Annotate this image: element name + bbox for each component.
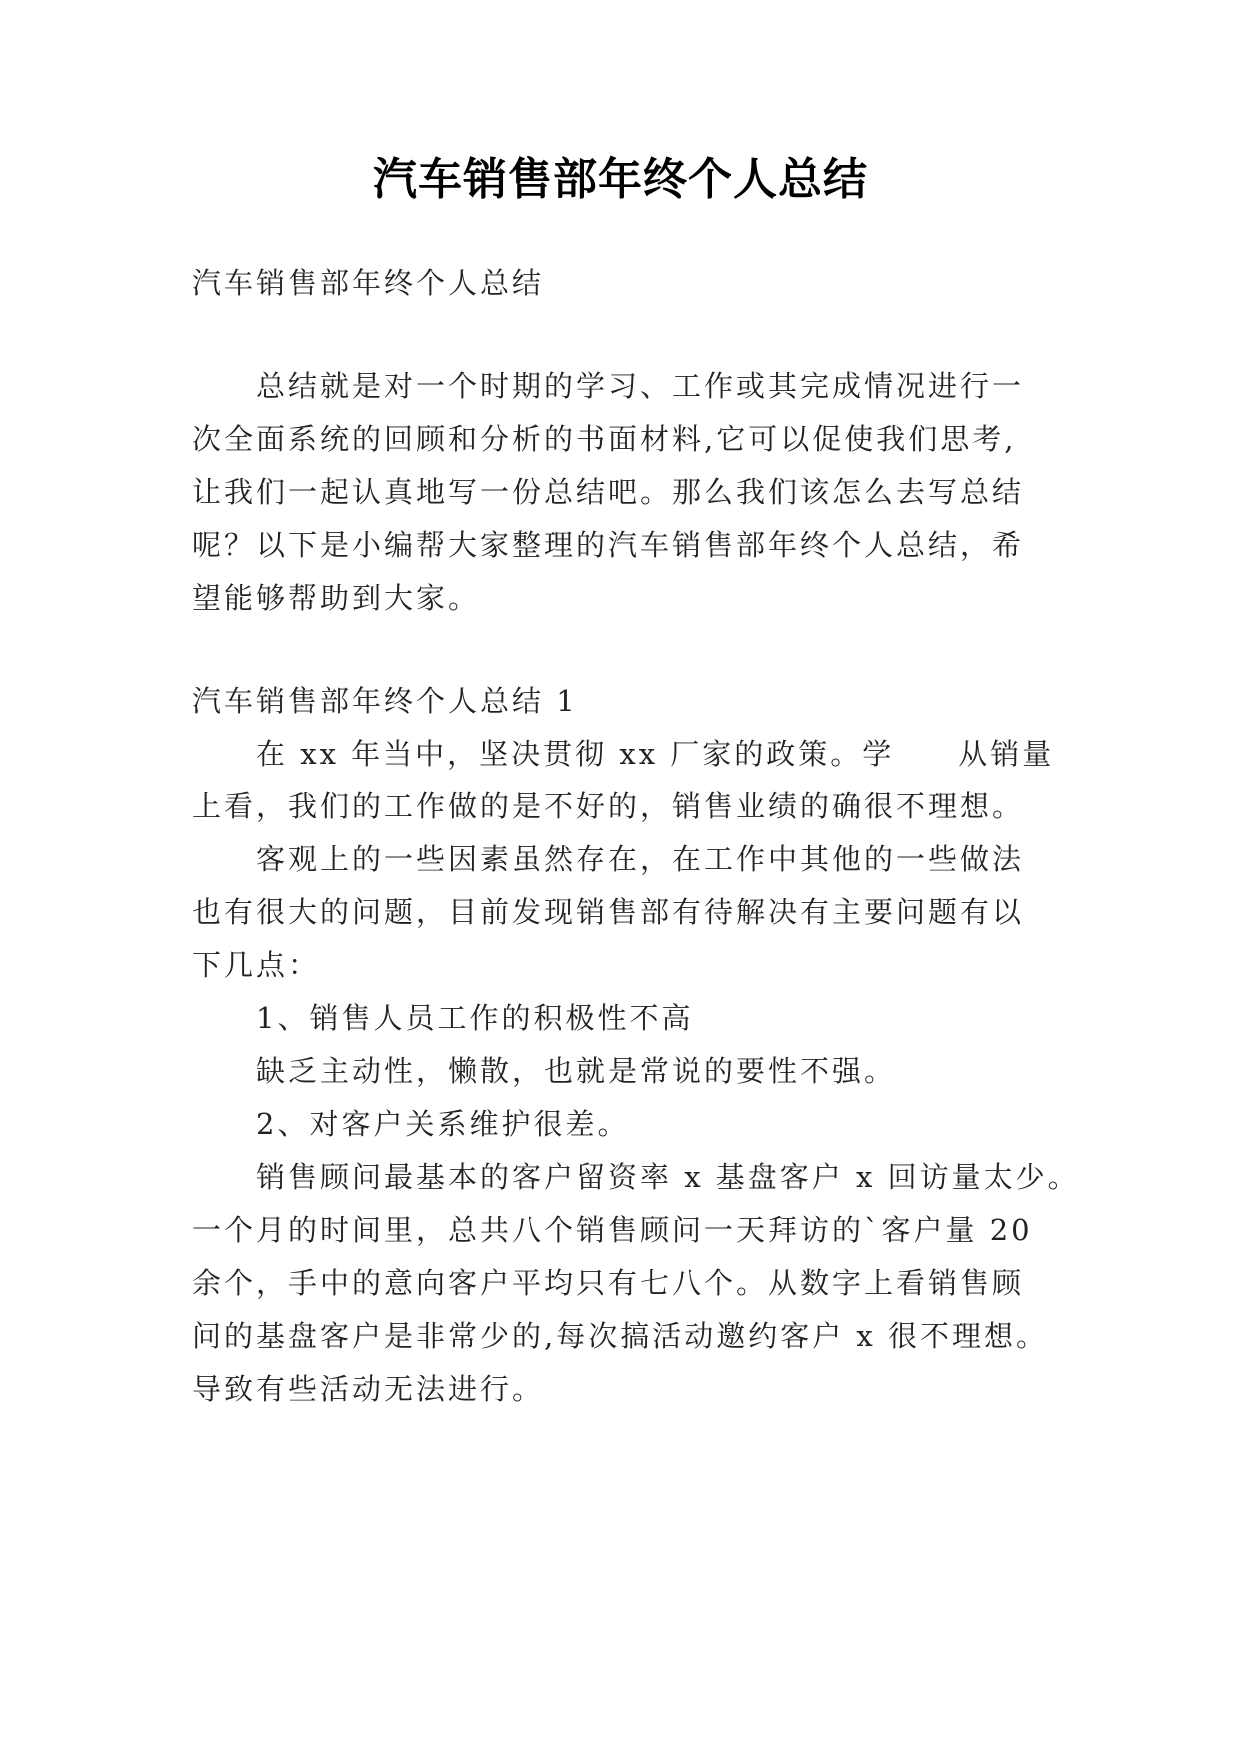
intro-line: 总结就是对一个时期的学习、工作或其完成情况进行一 — [256, 369, 1025, 403]
list-item: 2、对客户关系维护很差。 — [256, 1107, 630, 1141]
paragraph-line — [256, 734, 1054, 774]
paragraph-line: 客观上的一些因素虽然存在，在工作中其他的一些做法 — [256, 842, 1025, 876]
list-item-description: 缺乏主动性，懒散，也就是常说的要性不强。 — [256, 1054, 897, 1088]
intro-line: 望能够帮助到大家。 — [192, 581, 481, 615]
section-heading: 汽车销售部年终个人总结 1 — [192, 684, 578, 718]
intro-line: 让我们一起认真地写一份总结吧。那么我们该怎么去写总结 — [192, 475, 1025, 509]
paragraph-line: 一个月的时间里，总共八个销售顾问一天拜访的`客户量 20 — [192, 1213, 1033, 1247]
paragraph-line: 上看，我们的工作做的是不好的，销售业绩的确很不理想。 — [192, 789, 1025, 823]
paragraph-line: 余个，手中的意向客户平均只有七八个。从数字上看销售顾 — [192, 1266, 1025, 1300]
intro-line: 次全面系统的回顾和分析的书面材料,它可以促使我们思考, — [192, 422, 1017, 456]
paragraph-line: 也有很大的问题，目前发现销售部有待解决有主要问题有以 — [192, 895, 1025, 929]
list-item: 1、销售人员工作的积极性不高 — [256, 1001, 694, 1035]
paragraph-line: 销售顾问最基本的客户留资率 x 基盘客户 x 回访量太少。 — [256, 1160, 1080, 1194]
document-title: 汽车销售部年终个人总结 — [373, 154, 868, 205]
paragraph-line: 导致有些活动无法进行。 — [192, 1372, 545, 1406]
subtitle: 汽车销售部年终个人总结 — [192, 266, 545, 300]
paragraph-fragment: 从销量 — [958, 737, 1055, 771]
paragraph-line: 问的基盘客户是非常少的,每次搞活动邀约客户 x 很不理想。 — [192, 1319, 1049, 1353]
intro-line: 呢？以下是小编帮大家整理的汽车销售部年终个人总结，希 — [192, 528, 1025, 562]
paragraph-line: 下几点： — [192, 948, 321, 982]
paragraph-fragment: 在 xx 年当中，坚决贯彻 xx 厂家的政策。学 — [256, 737, 895, 771]
